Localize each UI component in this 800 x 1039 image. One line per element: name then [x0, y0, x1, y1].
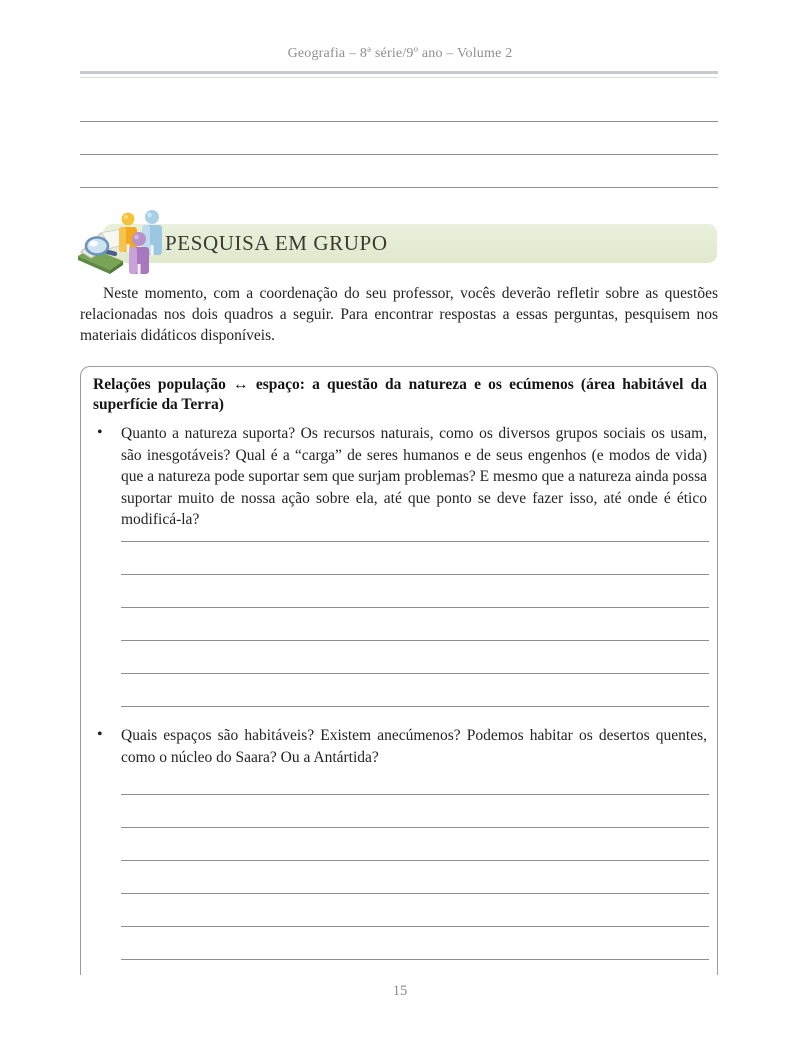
answer-line — [121, 894, 709, 927]
question-text: Quanto a natureza suporta? Os recursos naturais, como os diversos grupos sociais os usam, são inesgotáveis? Qual é a “carga” de seres humanos e de seus engenhos (e modos de vida) que a natureza pode suportar sem que surjam problemas? E mesmo que a natureza ainda possa suportar muito de nossa ação sobre ela, até que ponto se deve fazer isso, até onde é ético modificá-la? — [121, 425, 707, 528]
answer-line — [121, 509, 709, 542]
bullet-icon: • — [97, 424, 103, 441]
activity-box-title: Relações população ↔ espaço: a questão da natureza e os ecúmenos (área habitável da superfície da Terra) — [93, 376, 707, 413]
answer-line — [121, 861, 709, 894]
answer-line — [121, 762, 709, 795]
section-banner — [103, 224, 717, 263]
bullet-icon: • — [97, 726, 103, 743]
question-text: Quais espaços são habitáveis? Existem anecúmenos? Podemos habitar os desertos quentes, como o núcleo do Saara? Ou a Antártida? — [121, 727, 707, 766]
page-number: 15 — [392, 983, 408, 999]
answer-lines-group — [121, 509, 709, 707]
intro-paragraph-text: Neste momento, com a coordenação do seu professor, vocês deverão refletir sobre as questões relacionadas nos dois quadros a seguir. Para encontrar respostas a essas perguntas, pesquisem nos materiais didáticos disponíveis. — [80, 285, 718, 344]
activity-box — [80, 366, 718, 975]
answer-line — [121, 608, 709, 641]
answer-lines-group — [121, 762, 709, 960]
page-header-title: Geografia – 8ª série/9º ano – Volume 2 — [287, 46, 513, 61]
answer-line — [121, 795, 709, 828]
top-answer-lines — [80, 89, 718, 188]
answer-line — [121, 542, 709, 575]
answer-line — [80, 155, 718, 188]
header-rule — [80, 71, 718, 74]
answer-line — [121, 927, 709, 960]
answer-line — [121, 641, 709, 674]
answer-line — [80, 89, 718, 122]
section-banner-title: PESQUISA EM GRUPO — [165, 230, 388, 255]
book-magnifier-group-icon — [76, 206, 170, 276]
answer-line — [121, 828, 709, 861]
answer-line — [121, 674, 709, 707]
header-rule-shadow — [80, 77, 718, 78]
answer-line — [80, 122, 718, 155]
answer-line — [121, 575, 709, 608]
intro-paragraph — [80, 283, 718, 346]
